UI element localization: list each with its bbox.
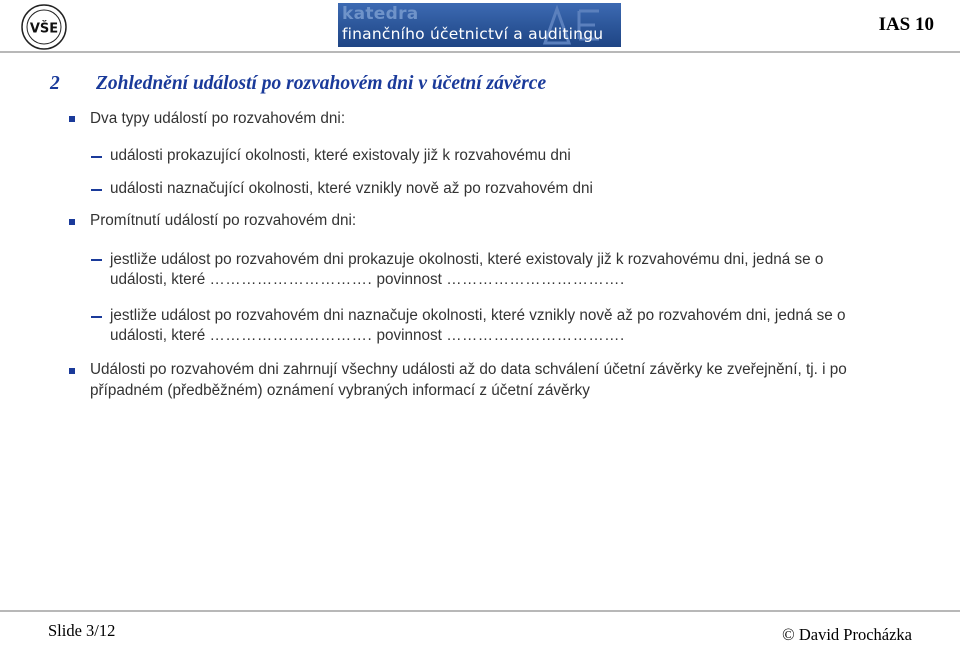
fill-in-prefix: události, které <box>110 271 206 288</box>
bullet-text: Události po rozvahovém dni zahrnují všechny události až do data schválení účetní závěrky ke zveřejnění, tj. i po <box>90 361 847 378</box>
footer-divider <box>0 610 960 612</box>
section-number: 2 <box>50 73 60 94</box>
author-credit: © David Procházka <box>782 625 912 644</box>
bullet-marker <box>69 368 75 374</box>
department-banner <box>338 3 621 47</box>
section-title: Zohlednění událostí po rozvahovém dni v účetní závěrce <box>96 73 547 94</box>
header-divider <box>0 51 960 53</box>
banner-subtitle: finančního účetnictví a auditingu <box>342 25 604 43</box>
sub-bullet-text: jestliže událost po rozvahovém dni naznačuje okolnosti, které vznikly nově až po rozvahovém dni, jedná se o <box>110 307 846 324</box>
dash-marker <box>91 259 102 261</box>
fill-in-prefix: události, které <box>110 327 206 344</box>
fill-in-word: povinnost <box>376 327 442 344</box>
banner-title: katedra <box>342 4 419 24</box>
slide-number: Slide 3/12 <box>48 621 116 640</box>
svg-text:VŠE: VŠE <box>29 21 59 37</box>
bullet-marker <box>69 219 75 225</box>
section-heading <box>50 73 546 95</box>
fill-in-blank: ……………………………. <box>446 327 625 344</box>
standard-label: IAS 10 <box>878 14 934 35</box>
dash-marker <box>91 156 102 158</box>
bullet-text: Dva typy událostí po rozvahovém dni: <box>90 110 346 127</box>
sub-bullet-text: události naznačující okolnosti, které vznikly nově až po rozvahovém dni <box>110 180 593 197</box>
sub-bullet-continuation <box>110 327 625 345</box>
dash-marker <box>91 189 102 191</box>
fill-in-blank: …………………………. <box>209 327 373 344</box>
bullet-marker <box>69 116 75 122</box>
sub-bullet-text: jestliže událost po rozvahovém dni prokazuje okolnosti, které existovaly již k rozvahovému dni, jedná se o <box>110 251 824 268</box>
bullet-text: Promítnutí událostí po rozvahovém dni: <box>90 212 357 229</box>
sub-bullet-text: události prokazující okolnosti, které existovaly již k rozvahovému dni <box>110 147 571 164</box>
vse-logo <box>20 3 68 51</box>
sub-bullet-continuation <box>110 271 625 289</box>
fill-in-blank: …………………………. <box>209 271 373 288</box>
fill-in-word: povinnost <box>376 271 442 288</box>
dash-marker <box>91 316 102 318</box>
fill-in-blank: ……………………………. <box>446 271 625 288</box>
bullet-text-continuation: případném (předběžném) oznámení vybraných informací z účetní závěrky <box>90 382 590 399</box>
